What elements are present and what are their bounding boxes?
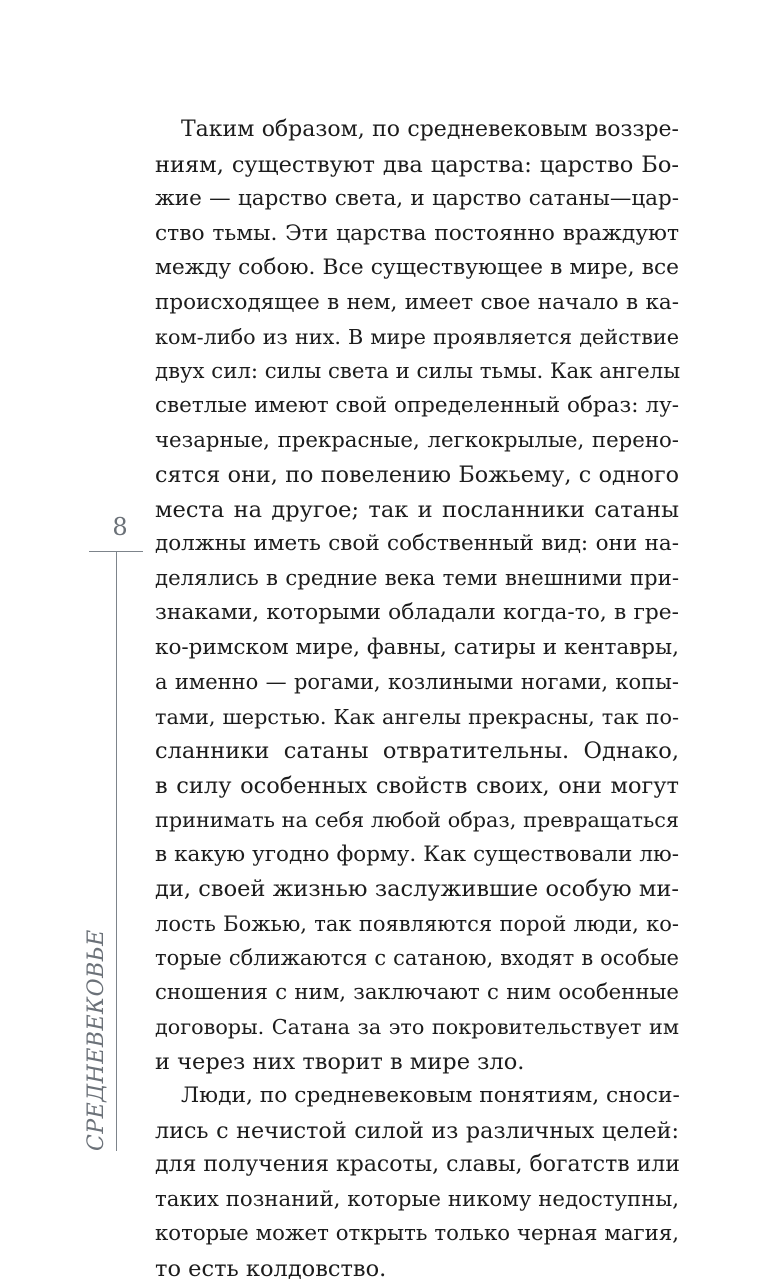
running-head: СРЕДНЕВЕКОВЬЕ (84, 929, 109, 1151)
text-line: сношения с ним, заключают с ним особенные (155, 976, 679, 1011)
text-line: Люди, по средневековым понятиям, сноси- (155, 1079, 679, 1114)
text-line: ство тьмы. Эти царства постоянно враждуют (155, 217, 679, 252)
text-line: принимать на себя любой образ, превращаться (155, 803, 679, 838)
text-line: ниям, существуют два царства: царство Бо- (155, 148, 679, 183)
page-number: 8 (100, 513, 140, 541)
text-line: сланники сатаны отвратительны. Однако, (155, 734, 679, 769)
text-line: жие — царство света, и царство сатаны—цар- (155, 182, 679, 217)
text-line: знаками, которыми обладали когда-то, в гре- (155, 596, 679, 631)
text-line: сятся они, по повелению Божьему, с одного (155, 458, 679, 493)
text-line: лость Божью, так появляются порой люди, ко- (155, 907, 679, 942)
text-line: в какую угодно форму. Как существовали лю- (155, 838, 679, 873)
text-line: договоры. Сатана за это покровительствует им (155, 1010, 679, 1045)
text-line: и через них творит в мире зло. (155, 1045, 679, 1080)
text-line: делялись в средние века теми внешними при- (155, 562, 679, 597)
text-line: в силу особенных свойств своих, они могут (155, 769, 679, 804)
text-line: а именно — рогами, козлиными ногами, копы- (155, 665, 679, 700)
text-line: чезарные, прекрасные, легкокрылые, перено- (155, 424, 679, 459)
text-line: для получения красоты, славы, богатств или (155, 1148, 679, 1183)
text-line: ком-либо из них. В мире проявляется действие (155, 320, 679, 355)
text-line: происходящее в нем, имеет свое начало в ка- (155, 286, 679, 321)
text-line: таких познаний, которые никому недоступны, (155, 1183, 679, 1218)
text-line: торые сближаются с сатаною, входят в особые (155, 941, 679, 976)
text-line: светлые имеют свой определенный образ: лу- (155, 389, 679, 424)
text-line: двух сил: силы света и силы тьмы. Как ангелы (155, 355, 679, 390)
text-line: Таким образом, по средневековым воззре- (155, 113, 679, 148)
body-text (155, 113, 679, 1286)
text-line: лись с нечистой силой из различных целей: (155, 1114, 679, 1149)
text-line: между собою. Все существующее в мире, все (155, 251, 679, 286)
text-line: ко-римском мире, фавны, сатиры и кентавры, (155, 631, 679, 666)
text-line: должны иметь свой собственный вид: они на- (155, 527, 679, 562)
text-line: которые может открыть только черная магия, (155, 1217, 679, 1252)
text-line: тами, шерстью. Как ангелы прекрасны, так по- (155, 700, 679, 735)
text-line: ди, своей жизнью заслужившие особую ми- (155, 872, 679, 907)
text-line: места на другое; так и посланники сатаны (155, 493, 679, 528)
text-line: то есть колдовство. (155, 1252, 679, 1286)
margin-rule-vertical (116, 551, 117, 1151)
